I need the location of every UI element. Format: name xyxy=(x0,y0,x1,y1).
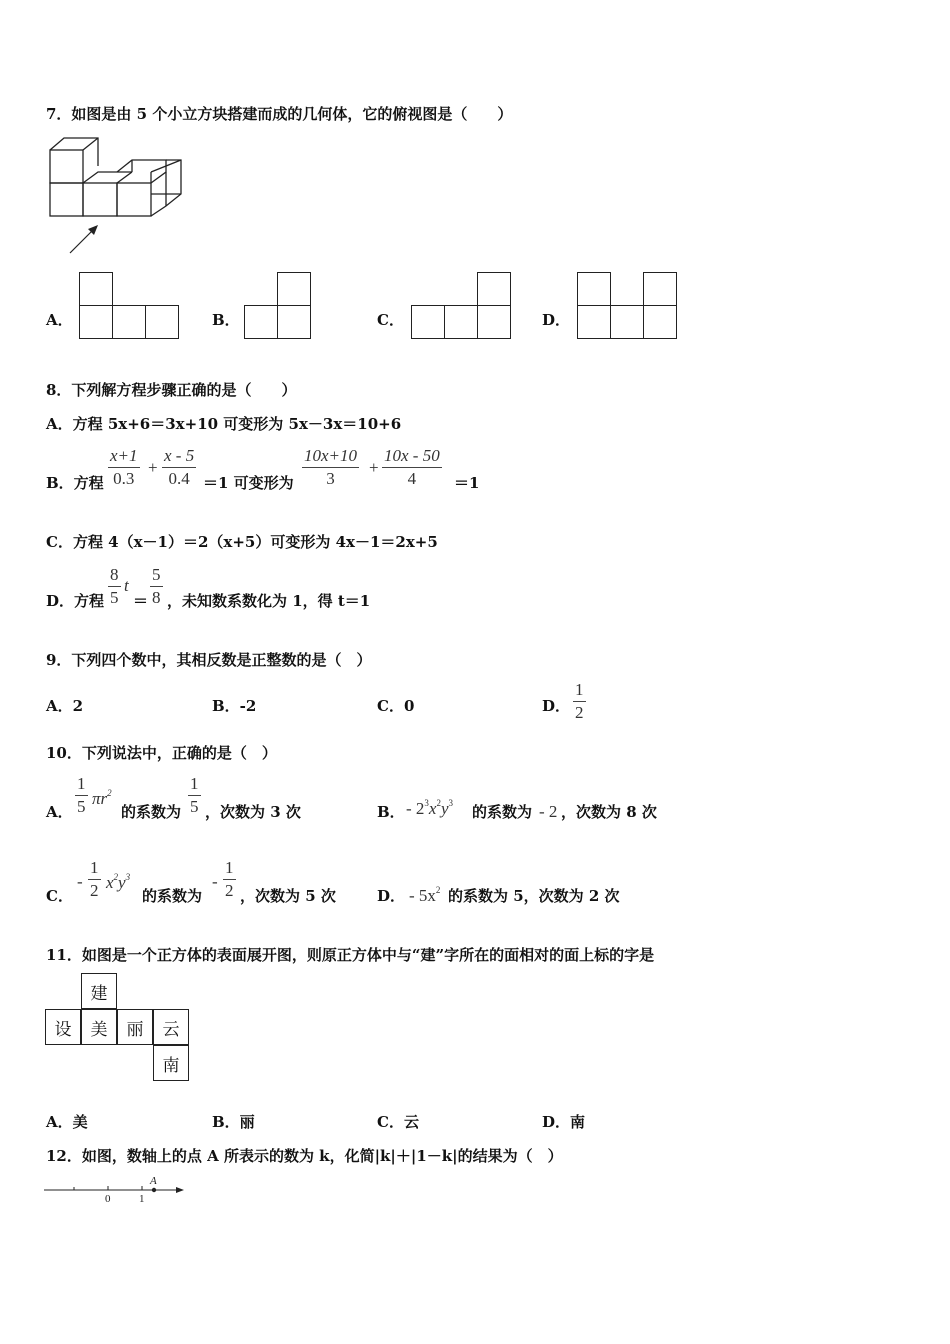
q8-d-frac1 xyxy=(108,565,121,608)
q8-b-frac2 xyxy=(162,446,196,489)
net-face-yun: 云 xyxy=(153,1009,189,1045)
q10-c-frac2 xyxy=(223,858,236,901)
q8-b-plus1: + xyxy=(148,458,158,477)
q10-stem: 10．下列说法中，正确的是（ ） xyxy=(46,744,277,762)
q7-a-cell xyxy=(79,305,113,339)
q11-option-d[interactable]: D．南 xyxy=(542,1113,586,1131)
q8-option-b-label[interactable]: B．方程 xyxy=(46,474,104,492)
q9-d-num: 1 xyxy=(575,680,584,699)
point-a-label: A xyxy=(150,1175,157,1187)
q10-c-num2: 1 xyxy=(225,858,234,877)
q10-a-end: ，次数为 3 次 xyxy=(205,803,301,821)
q7-a-cell xyxy=(112,305,146,339)
q10-c-minus2: - xyxy=(212,872,218,891)
q9-option-c[interactable]: C．0 xyxy=(377,697,415,715)
q10-b-exp1: 3 xyxy=(424,798,429,808)
net-face-nan: 南 xyxy=(153,1045,189,1081)
q10-c-xy xyxy=(106,872,130,893)
q7-c-cell xyxy=(477,305,511,339)
q8-stem: 8．下列解方程步骤正确的是（ ） xyxy=(46,381,297,399)
q10-c-end: ，次数为 5 次 xyxy=(240,887,336,905)
number-line xyxy=(44,1176,189,1206)
q7-option-d[interactable]: D． xyxy=(542,311,571,329)
q10-a-num2: 1 xyxy=(190,774,199,793)
q10-option-c-label[interactable]: C． xyxy=(46,887,73,905)
q10-c-minus: - xyxy=(77,872,83,891)
net-face-mei: 美 xyxy=(81,1009,117,1045)
q7-c-cell xyxy=(444,305,478,339)
q8-b-frac2-num: x - 5 xyxy=(164,446,195,465)
q10-b-pre: - 2 xyxy=(406,799,425,818)
q8-d-frac1-den: 5 xyxy=(110,588,119,607)
q10-b-exp2: 2 xyxy=(436,798,441,808)
q10-b-y: y xyxy=(440,799,449,818)
q8-d-t: t xyxy=(124,576,129,595)
q10-a-frac xyxy=(75,774,88,817)
q10-option-a-label[interactable]: A． xyxy=(46,803,73,821)
q11-option-c[interactable]: C．云 xyxy=(377,1113,419,1131)
q8-d-frac2-num: 5 xyxy=(152,565,161,584)
q7-option-a[interactable]: A． xyxy=(46,311,73,329)
q8-b-end: ＝1 xyxy=(454,474,480,492)
q10-c-exp1: 2 xyxy=(113,872,119,882)
q10-c-exp2: 3 xyxy=(125,872,131,882)
q10-d-expr xyxy=(409,885,440,906)
q10-c-num: 1 xyxy=(90,858,99,877)
q10-a-exp: 2 xyxy=(107,788,112,798)
net-face-she: 设 xyxy=(45,1009,81,1045)
q10-a-mid: 的系数为 xyxy=(121,803,182,821)
q7-stem: 7．如图是由 5 个小立方块搭建而成的几何体，它的俯视图是（ ） xyxy=(46,105,513,123)
q8-d-eq: ＝ xyxy=(133,592,149,610)
q7-c-cell xyxy=(477,272,511,306)
q7-option-b[interactable]: B． xyxy=(212,311,240,329)
q10-d-end: 的系数为 5，次数为 2 次 xyxy=(448,887,620,905)
q8-d-frac2-den: 8 xyxy=(152,588,161,607)
q8-b-frac4 xyxy=(382,446,442,489)
q7-d-cell xyxy=(577,272,611,306)
q8-b-frac1 xyxy=(108,446,140,489)
tick-label-1: 1 xyxy=(139,1193,145,1205)
q12-stem: 12．如图，数轴上的点 A 所表示的数为 k，化简|k|＋|1－k|的结果为（ ） xyxy=(46,1147,563,1165)
q10-c-x: x xyxy=(106,873,114,892)
q8-d-frac2 xyxy=(150,565,163,608)
q10-b-mid: 的系数为 xyxy=(472,803,533,821)
q7-cube-figure xyxy=(46,136,196,266)
q9-option-a[interactable]: A．2 xyxy=(46,697,84,715)
q10-d-exp: 2 xyxy=(435,885,441,895)
q8-option-a[interactable]: A．方程 5x+6＝3x+10 可变形为 5x－3x＝10+6 xyxy=(46,415,402,433)
q10-option-b-label[interactable]: B． xyxy=(377,803,405,821)
q10-b-coef: - 2 xyxy=(539,802,558,821)
q8-b-plus2: + xyxy=(369,458,379,477)
q8-b-mid: ＝1 可变形为 xyxy=(203,474,294,492)
q10-option-d-label[interactable]: D． xyxy=(377,887,406,905)
q8-b-frac3 xyxy=(302,446,359,489)
q10-d-expr-text: - 5x xyxy=(409,886,436,905)
q10-b-end: ，次数为 8 次 xyxy=(561,803,657,821)
q8-b-frac4-num: 10x - 50 xyxy=(384,446,440,465)
q10-c-mid: 的系数为 xyxy=(142,887,203,905)
q10-c-frac xyxy=(88,858,101,901)
q7-d-cell xyxy=(610,305,644,339)
q8-b-frac1-num: x+1 xyxy=(110,446,138,465)
q7-d-cell xyxy=(643,305,677,339)
q8-b-frac3-den: 3 xyxy=(326,469,335,488)
q9-option-b[interactable]: B．-2 xyxy=(212,697,257,715)
q10-a-num: 1 xyxy=(77,774,86,793)
q11-option-a[interactable]: A．美 xyxy=(46,1113,88,1131)
q8-option-c[interactable]: C．方程 4（x－1）＝2（x+5）可变形为 4x－1＝2x+5 xyxy=(46,533,438,551)
q10-b-expr xyxy=(406,798,453,819)
q7-a-cell xyxy=(79,272,113,306)
q7-b-cell xyxy=(244,305,278,339)
q9-option-d-label[interactable]: D． xyxy=(542,697,571,715)
point-a xyxy=(152,1188,156,1192)
q10-a-frac2 xyxy=(188,774,201,817)
q8-d-frac1-num: 8 xyxy=(110,565,119,584)
q7-a-cell xyxy=(145,305,179,339)
net-face-jian: 建 xyxy=(81,973,117,1009)
q7-d-cell xyxy=(643,272,677,306)
q7-option-c[interactable]: C． xyxy=(377,311,404,329)
q8-b-frac2-den: 0.4 xyxy=(168,469,190,488)
q10-b-exp3: 3 xyxy=(448,798,454,808)
tick-label-0: 0 xyxy=(105,1193,111,1205)
q8-b-frac3-num: 10x+10 xyxy=(304,446,358,465)
q10-c-den: 2 xyxy=(90,881,99,900)
q10-c-y: y xyxy=(118,873,126,892)
q10-a-den2: 5 xyxy=(190,797,199,816)
q8-b-frac1-den: 0.3 xyxy=(113,469,135,488)
q9-d-den: 2 xyxy=(575,703,584,722)
q7-d-cell xyxy=(577,305,611,339)
q8-d-end: ，未知数系数化为 1，得 t＝1 xyxy=(167,592,371,610)
q10-a-pi-r xyxy=(92,788,112,809)
q7-b-cell xyxy=(277,305,311,339)
q11-stem: 11．如图是一个正方体的表面展开图，则原正方体中与“建”字所在的面相对的面上标的字是 xyxy=(46,946,655,964)
net-face-li: 丽 xyxy=(117,1009,153,1045)
q11-option-b[interactable]: B．丽 xyxy=(212,1113,255,1131)
q7-b-cell xyxy=(277,272,311,306)
q8-option-d-label[interactable]: D．方程 xyxy=(46,592,105,610)
q10-a-pi: πr xyxy=(92,789,108,808)
q9-stem: 9．下列四个数中，其相反数是正整数的是（ ） xyxy=(46,651,372,669)
q9-d-frac xyxy=(573,680,586,723)
q10-a-den: 5 xyxy=(77,797,86,816)
q7-c-cell xyxy=(411,305,445,339)
q10-b-x: x xyxy=(428,799,437,818)
q8-b-frac4-den: 4 xyxy=(407,469,417,488)
q10-c-den2: 2 xyxy=(225,881,234,900)
